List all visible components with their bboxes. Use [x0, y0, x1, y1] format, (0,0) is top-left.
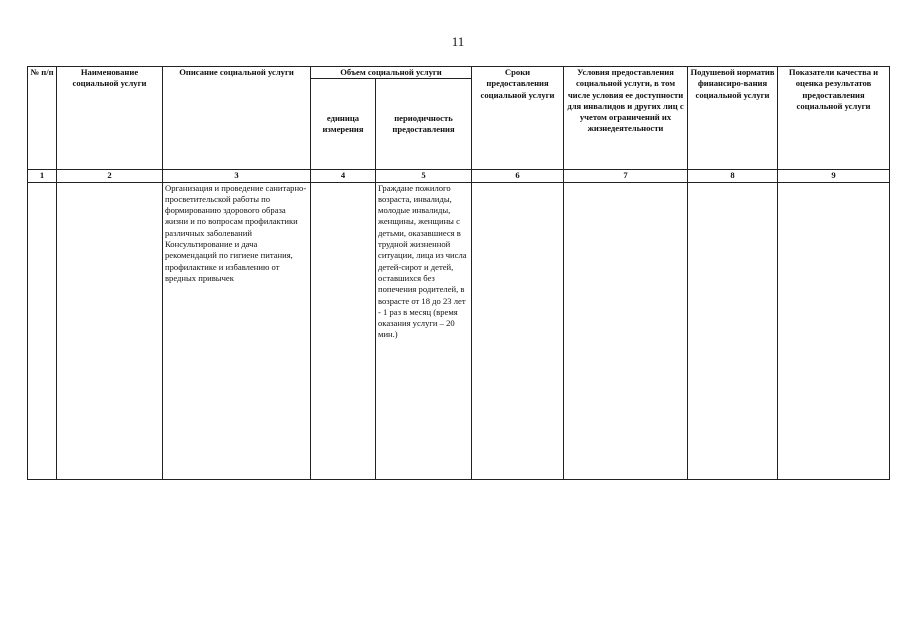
header-volume: Объем социальной услуги	[311, 67, 472, 79]
cell-periodicity: Граждане пожилого возраста, инвалиды, молодые инвалиды, женщины, женщины с детьми, оказавшиеся в трудной жизненной ситуации, лица из числа детей-сирот и детей, оставшихся без попечения родителей, в возрасте от 18 до 23 лет - 1 раз в месяц (время оказания услуги – 20 мин.)	[376, 182, 472, 479]
cell-quality-indicators	[778, 182, 890, 479]
header-number: № п/п	[28, 67, 57, 170]
cell-service-name	[57, 182, 163, 479]
column-numbers-row	[28, 170, 890, 182]
column-number: 3	[163, 170, 311, 182]
column-number: 4	[311, 170, 376, 182]
column-number: 2	[57, 170, 163, 182]
table-header-row	[28, 67, 890, 79]
header-service-name: Наименование социальной услуги	[57, 67, 163, 170]
cell-terms	[472, 182, 564, 479]
header-terms: Сроки предоставления социальной услуги	[472, 67, 564, 170]
cell-number	[28, 182, 57, 479]
column-number: 9	[778, 170, 890, 182]
header-periodicity: периодичность предоставления	[376, 79, 472, 170]
header-unit: единица измерения	[311, 79, 376, 170]
column-number: 6	[472, 170, 564, 182]
table-row	[28, 182, 890, 479]
cell-conditions	[564, 182, 688, 479]
page-number: 11	[451, 34, 465, 49]
cell-unit	[311, 182, 376, 479]
header-quality-indicators: Показатели качества и оценка результатов предоставления социальной услуги	[778, 67, 890, 170]
column-number: 1	[28, 170, 57, 182]
column-number: 5	[376, 170, 472, 182]
header-description: Описание социальной услуги	[163, 67, 311, 170]
cell-funding-norm	[688, 182, 778, 479]
cell-description: Организация и проведение санитарно-просветительской работы по формированию здорового образа жизни и по вопросам профилактики различных заболеваний Консультирование и дача рекомендаций по гигиене питания, профилактике и избавлению от вредных привычек	[163, 182, 311, 479]
header-funding-norm: Подушевой норматив финансиро-вания социальной услуги	[688, 67, 778, 170]
social-services-table	[27, 66, 890, 480]
header-conditions: Условия предоставления социальной услуги, в том числе условия ее доступности для инвалидов и других лиц с учетом ограничений их жизнедеятельности	[564, 67, 688, 170]
column-number: 8	[688, 170, 778, 182]
column-number: 7	[564, 170, 688, 182]
